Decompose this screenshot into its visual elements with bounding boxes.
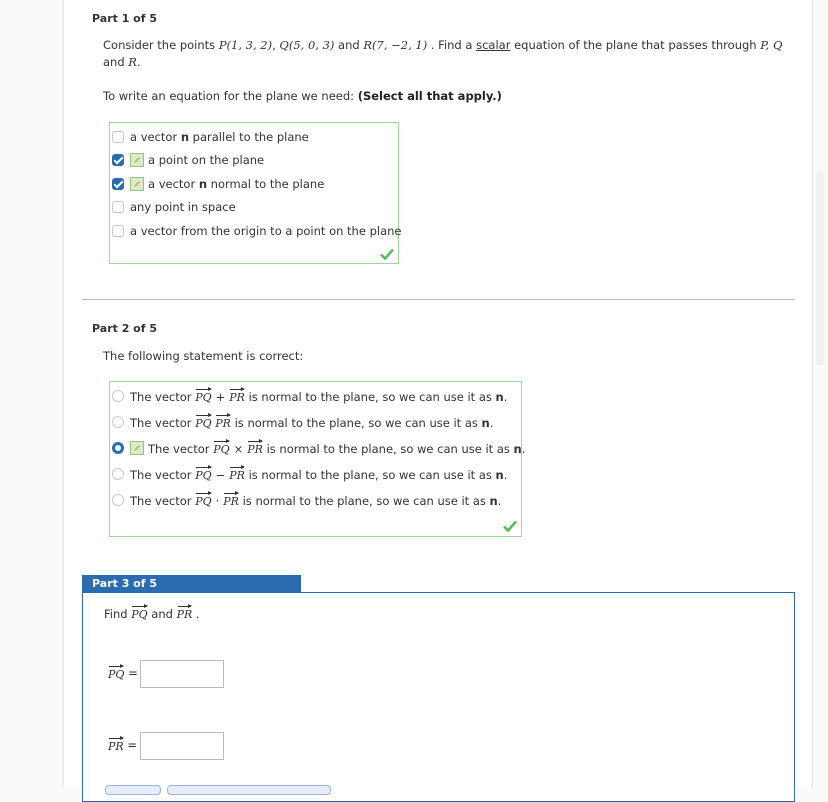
part2-statement: The following statement is correct: xyxy=(103,349,304,363)
pencil-icon xyxy=(130,177,144,191)
pq-label: PQ = xyxy=(108,665,138,681)
option-label: any point in space xyxy=(130,200,236,214)
option-label: The vector PQ × PR is normal to the plane, so we can use it as n. xyxy=(148,442,526,456)
option-label: a vector n parallel to the plane xyxy=(130,130,309,144)
option-cross-product[interactable] xyxy=(112,438,525,458)
part3-label: Part 3 of 5 xyxy=(82,575,301,592)
checkbox[interactable] xyxy=(112,131,124,143)
point-p: P(1, 3, 2) xyxy=(218,38,273,52)
option-normal-vector[interactable] xyxy=(112,174,324,194)
option-any-point[interactable] xyxy=(112,197,236,217)
option-difference[interactable] xyxy=(112,464,507,484)
pr-answer-input[interactable] xyxy=(140,732,224,760)
option-label: a point on the plane xyxy=(148,153,265,167)
radio[interactable] xyxy=(112,416,124,428)
assignment-content xyxy=(64,0,812,788)
point-q: Q(5, 0, 3) xyxy=(279,38,335,52)
pq-answer-input[interactable] xyxy=(140,660,224,688)
scalar-link[interactable]: scalar xyxy=(476,38,511,52)
option-label: a vector n normal to the plane xyxy=(148,177,325,191)
option-label: The vector PQ + PR is normal to the plane, so we can use it as n. xyxy=(130,390,508,404)
scrollbar[interactable] xyxy=(816,170,824,365)
option-label: The vector PQ PR is normal to the plane, so we can use it as n. xyxy=(130,416,494,430)
option-point-on-plane[interactable] xyxy=(112,150,264,170)
check-icon xyxy=(503,520,517,532)
radio[interactable] xyxy=(112,494,124,506)
part-divider xyxy=(82,299,795,300)
option-parallel-vector[interactable] xyxy=(112,127,309,147)
pencil-icon xyxy=(130,441,144,455)
page-right-border xyxy=(812,0,813,788)
check-button[interactable] xyxy=(105,785,161,795)
option-label: The vector PQ · PR is normal to the plane, so we can use it as n. xyxy=(130,494,502,508)
checkbox-checked[interactable] xyxy=(112,154,124,166)
secondary-button[interactable] xyxy=(167,785,331,795)
part1-question: To write an equation for the plane we need: (Select all that apply.) xyxy=(103,89,502,103)
part3-prompt: Find PQ and PR . xyxy=(104,607,200,621)
option-label: a vector from the origin to a point on the plane xyxy=(130,224,402,238)
check-icon xyxy=(380,248,394,260)
part1-problem: Consider the points P(1, 3, 2), Q(5, 0, 3) and R(7, −2, 1) . Find a scalar equation of the plane that passes through P, Q and R. xyxy=(103,38,783,69)
checkbox-checked[interactable] xyxy=(112,178,124,190)
option-label: The vector PQ − PR is normal to the plane, so we can use it as n. xyxy=(130,468,508,482)
point-r: R(7, −2, 1) xyxy=(363,38,428,52)
option-juxtaposition[interactable] xyxy=(112,412,493,432)
part2-label: Part 2 of 5 xyxy=(92,322,158,335)
pencil-icon xyxy=(130,153,144,167)
checkbox[interactable] xyxy=(112,225,124,237)
checkbox[interactable] xyxy=(112,201,124,213)
option-origin-vector[interactable] xyxy=(112,221,401,241)
part1-answer-box xyxy=(109,122,402,264)
part3-panel xyxy=(82,592,795,802)
part1-label: Part 1 of 5 xyxy=(92,12,158,25)
part2-answer-box xyxy=(109,381,526,537)
radio-selected[interactable] xyxy=(112,442,124,454)
radio[interactable] xyxy=(112,468,124,480)
pr-label: PR = xyxy=(108,737,137,753)
radio[interactable] xyxy=(112,390,124,402)
option-dot-product[interactable] xyxy=(112,490,501,510)
option-sum[interactable] xyxy=(112,386,507,406)
